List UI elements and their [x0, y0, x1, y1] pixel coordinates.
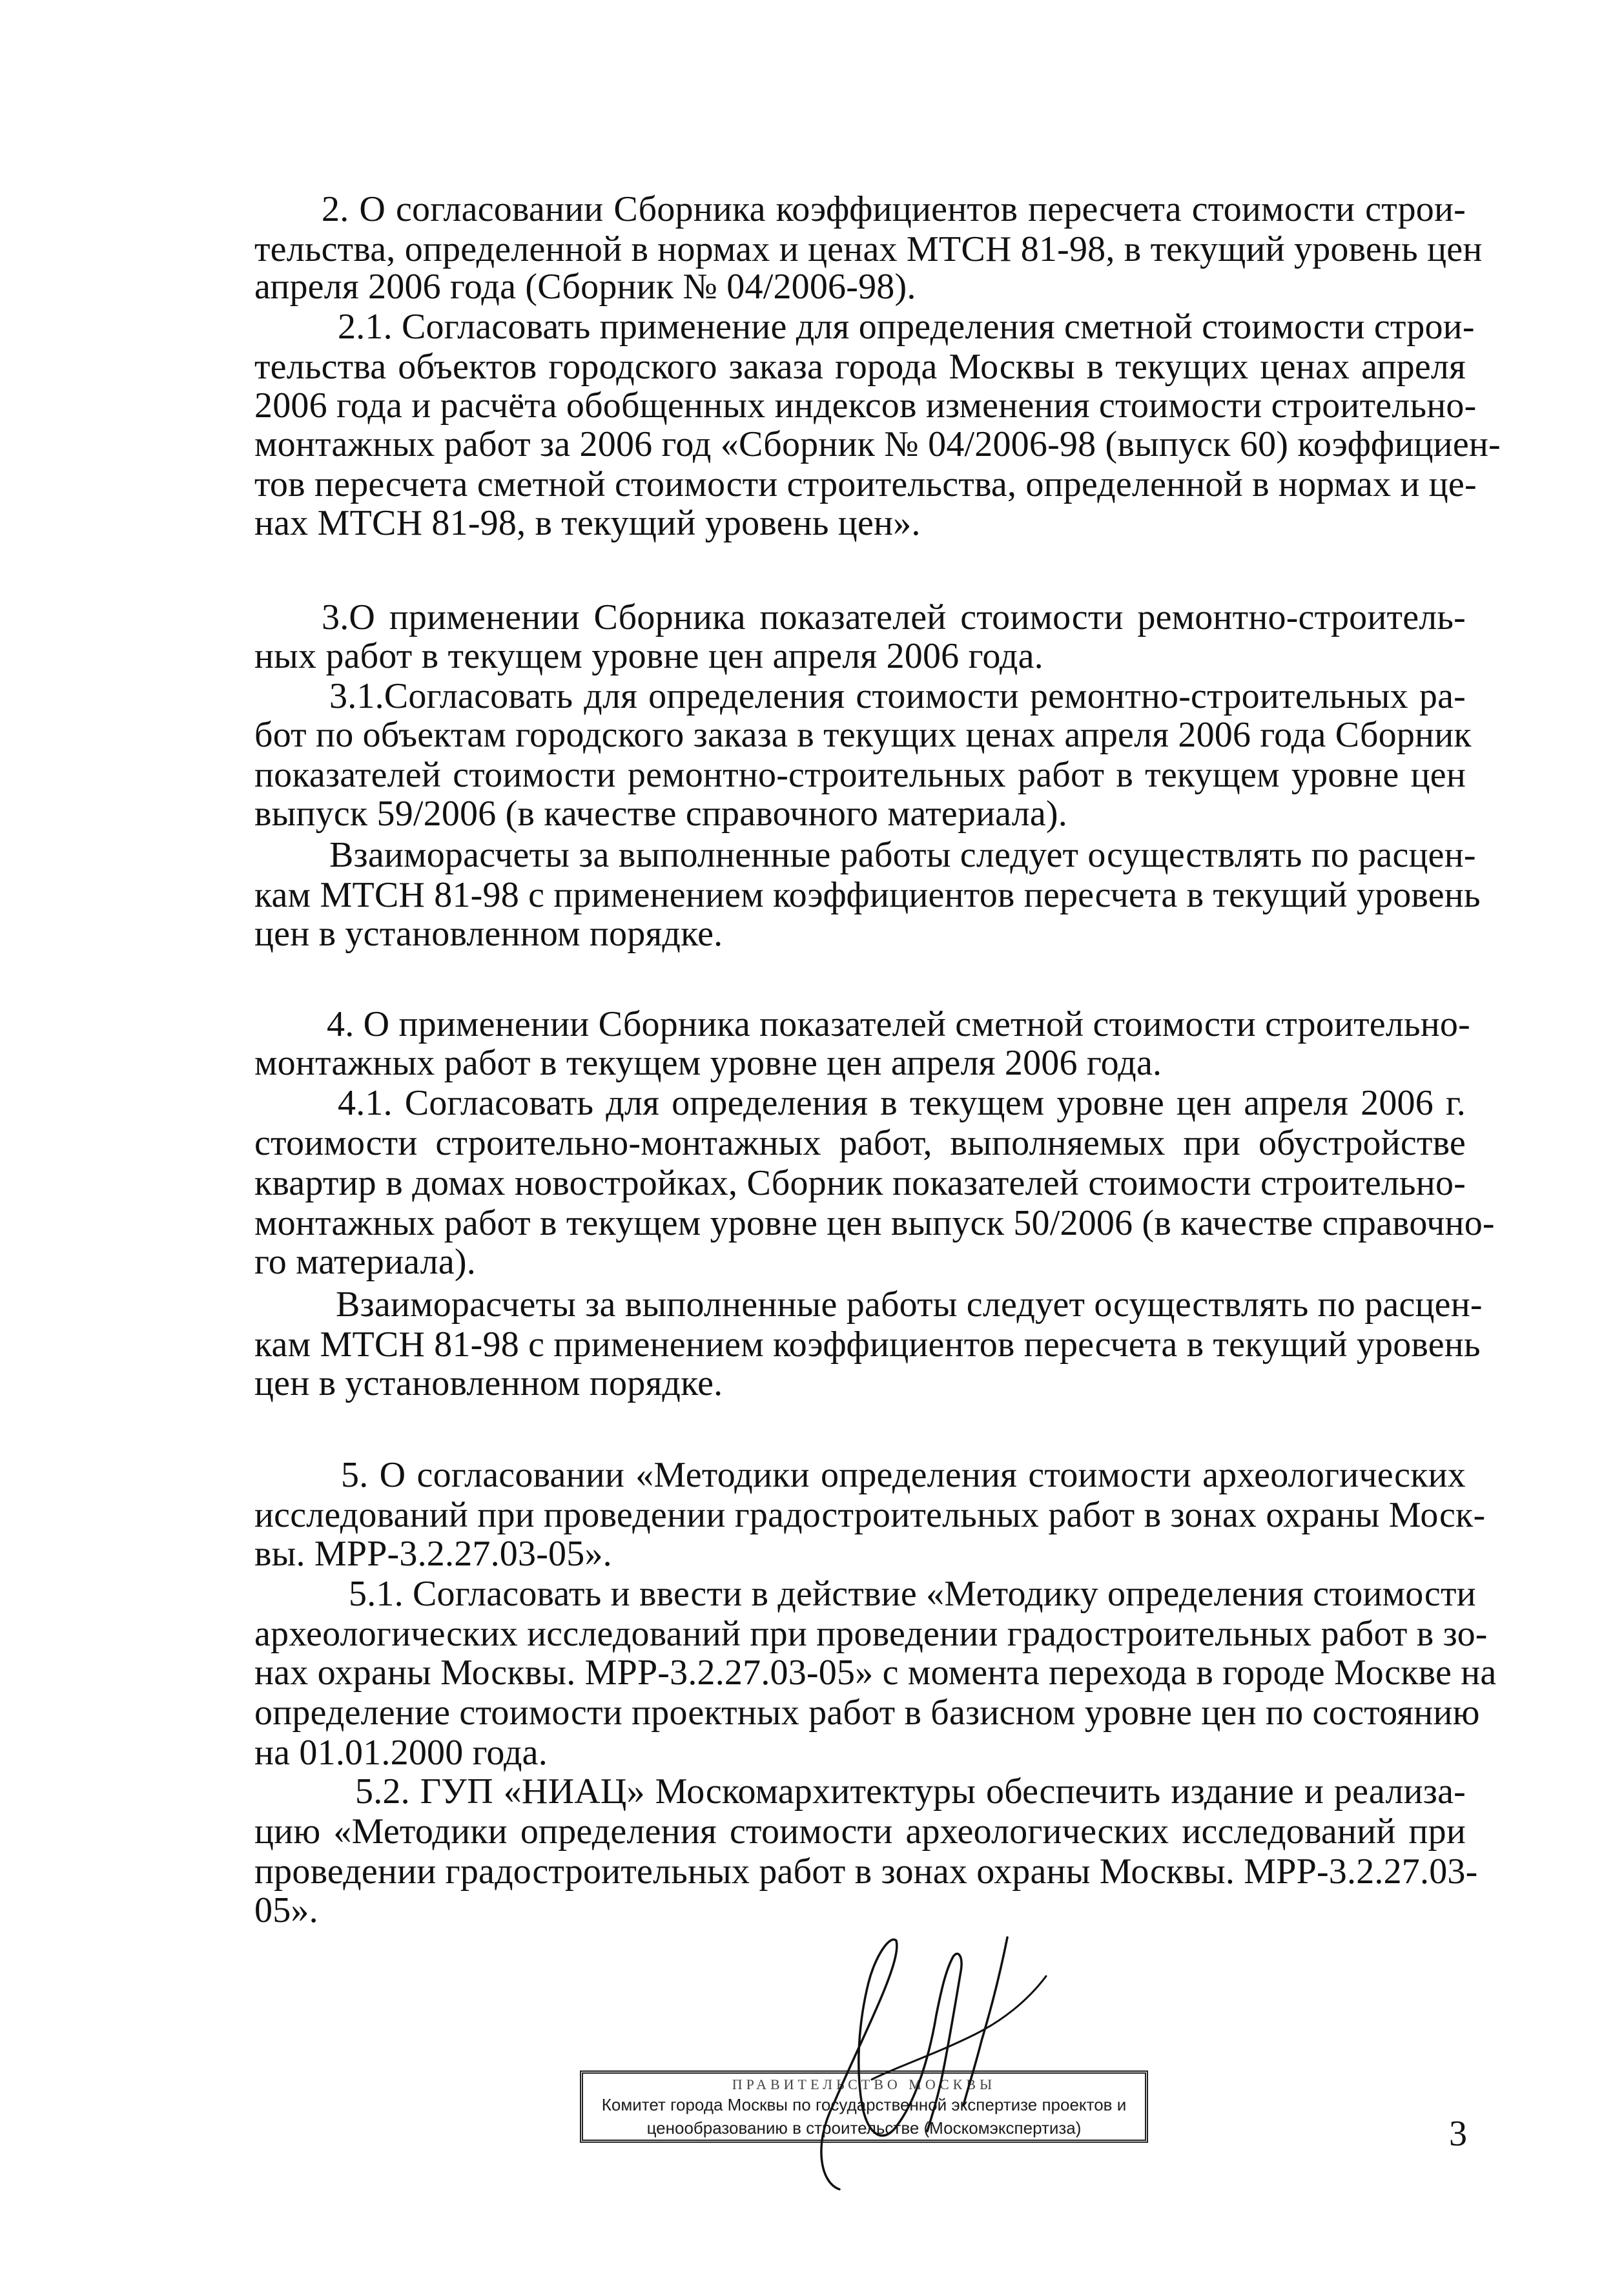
- text-line: 2006 года и расчёта обобщенных индексов изменения стоимости строительно-: [254, 386, 1477, 426]
- text-line: археологических исследований при проведении градостроительных работ в зо-: [254, 1614, 1488, 1654]
- page-number: 3: [1449, 2114, 1467, 2154]
- text-line: цен в установленном порядке.: [254, 1363, 723, 1403]
- text-line: цен в установленном порядке.: [254, 914, 723, 954]
- stamp-header: ПРАВИТЕЛЬСТВО МОСКВЫ: [732, 2076, 996, 2092]
- text-line: стоимости строительно-монтажных работ, выполняемых при обустройстве: [254, 1123, 1466, 1163]
- text-line: монтажных работ за 2006 год «Сборник № 04/2006-98 (выпуск 60) коэффициен-: [254, 424, 1501, 464]
- text-line: 4.1. Согласовать для определения в текущем уровне цен апреля 2006 г.: [338, 1083, 1466, 1123]
- text-line: 05».: [254, 1890, 318, 1930]
- text-line: проведении градостроительных работ в зонах охраны Москвы. МРР-3.2.27.03-: [254, 1852, 1478, 1892]
- text-line: го материала).: [254, 1242, 476, 1282]
- text-line: тельства, определенной в нормах и ценах МТСН 81-98, в текущий уровень цен: [254, 229, 1483, 269]
- text-line: монтажных работ в текущем уровне цен апреля 2006 года.: [254, 1043, 1162, 1083]
- text-line: выпуск 59/2006 (в качестве справочного материала).: [254, 794, 1067, 834]
- text-line: квартир в домах новостройках, Сборник показателей стоимости строительно-: [254, 1163, 1466, 1203]
- text-line: тов пересчета сметной стоимости строительства, определенной в нормах и це-: [254, 464, 1477, 504]
- text-line: Взаиморасчеты за выполненные работы следует осуществлять по расцен-: [336, 1285, 1483, 1325]
- text-line: кам МТСН 81-98 с применением коэффициентов пересчета в текущий уровень: [254, 1325, 1481, 1365]
- text-line: вы. МРР-3.2.27.03-05».: [254, 1534, 612, 1574]
- text-line: кам МТСН 81-98 с применением коэффициентов пересчета в текущий уровень: [254, 875, 1481, 915]
- text-line: 5.2. ГУП «НИАЦ» Москомархитектуры обеспечить издание и реализа-: [355, 1771, 1466, 1811]
- text-line: нах охраны Москвы. МРР-3.2.27.03-05» с момента перехода в городе Москве на: [254, 1653, 1497, 1693]
- text-line: на 01.01.2000 года.: [254, 1733, 548, 1773]
- text-line: апреля 2006 года (Сборник № 04/2006-98).: [254, 267, 916, 307]
- stamp-line-2: ценообразованию в строительстве (Москомэкспертиза): [646, 2118, 1082, 2138]
- text-line: 5. О согласовании «Методики определения стоимости археологических: [341, 1455, 1466, 1495]
- text-line: определение стоимости проектных работ в базисном уровне цен по состоянию: [254, 1693, 1480, 1733]
- text-line: 3.1.Согласовать для определения стоимости ремонтно-строительных ра-: [329, 676, 1466, 716]
- text-line: 2.1. Согласовать применение для определения сметной стоимости строи-: [338, 307, 1475, 347]
- text-line: тельства объектов городского заказа города Москвы в текущих ценах апреля: [254, 347, 1466, 387]
- text-line: 3.О применении Сборника показателей стоимости ремонтно-строитель-: [322, 597, 1466, 637]
- text-line: исследований при проведении градостроительных работ в зонах охраны Моск-: [254, 1495, 1486, 1535]
- stamp-line-1: Комитет города Москвы по государственной экспертизе проектов и: [601, 2095, 1127, 2114]
- text-line: Взаиморасчеты за выполненные работы следует осуществлять по расцен-: [329, 835, 1476, 875]
- text-line: показателей стоимости ремонтно-строительных работ в текущем уровне цен: [254, 755, 1466, 795]
- text-line: ных работ в текущем уровне цен апреля 2006 года.: [254, 636, 1043, 676]
- text-line: нах МТСН 81-98, в текущий уровень цен».: [254, 503, 921, 543]
- handwritten-signature: [723, 1912, 1059, 2209]
- text-line: монтажных работ в текущем уровне цен выпуск 50/2006 (в качестве справочно-: [254, 1203, 1495, 1243]
- text-line: 5.1. Согласовать и ввести в действие «Методику определения стоимости: [349, 1574, 1476, 1614]
- text-line: бот по объектам городского заказа в текущих ценах апреля 2006 года Сборник: [254, 715, 1472, 755]
- text-line: 4. О применении Сборника показателей сметной стоимости строительно-: [327, 1004, 1470, 1044]
- text-line: цию «Методики определения стоимости археологических исследований при: [254, 1811, 1466, 1852]
- text-line: 2. О согласовании Сборника коэффициентов пересчета стоимости строи-: [322, 189, 1466, 229]
